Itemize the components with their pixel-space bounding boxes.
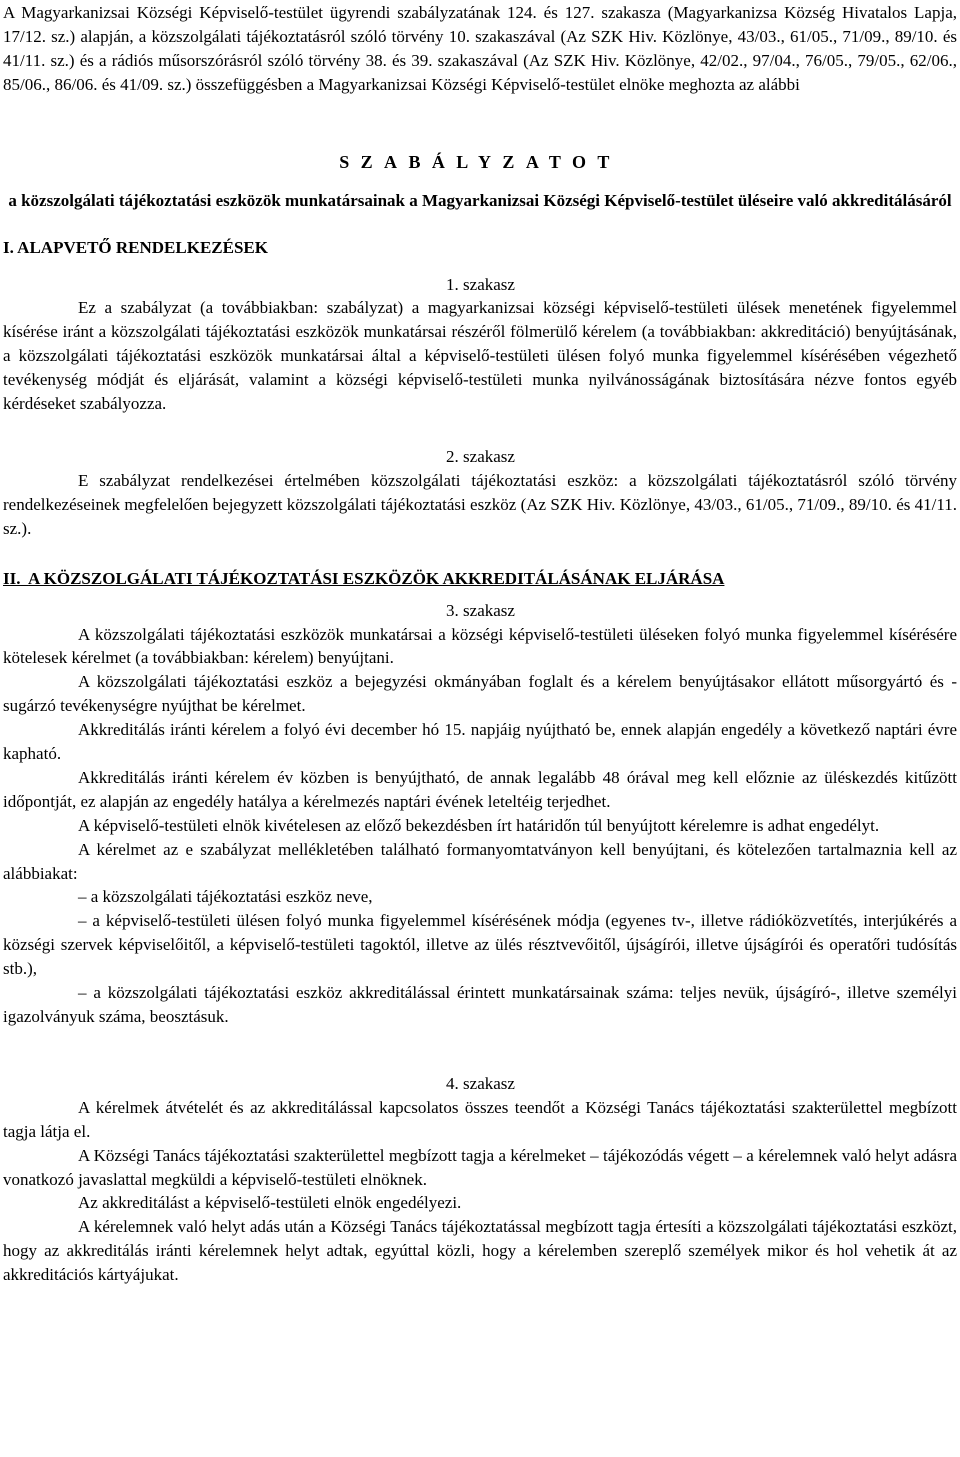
chapter-2-prefix: II. (3, 568, 21, 588)
section-3-list-item: – a közszolgálati tájékoztatási eszköz akkreditálással érintett munkatársainak száma: teljes nevük, újságíró-, illetve személyi igazolványuk száma, beosztásuk. (3, 983, 957, 1026)
section-2-text: E szabályzat rendelkezései értelmében közszolgálati tájékoztatási eszköz: a közszolgálati tájékoztatásról szóló törvény rendelkezéseinek megfelelően bejegyzett közszolgálati tájékoztatási eszköz (Az SZK Hiv. Közlönye, 43/03., 61/05., 71/09., 89/10. és 41/11. sz.). (3, 470, 957, 538)
section-3-number: 3. szakasz (446, 600, 515, 620)
section-3-list-item: – a közszolgálati tájékoztatási eszköz neve, (78, 887, 373, 907)
section-2-number: 2. szakasz (446, 446, 515, 466)
section-3-paragraph-2: A közszolgálati tájékoztatási eszköz a bejegyzési okmányában foglalt és a kérelem benyújtásakor ellátott műsorgyártó és -sugárzó tevékenységre nyújthat be kérelmet. (3, 672, 957, 716)
section-3-paragraph-1: A közszolgálati tájékoztatási eszközök munkatársai a községi képviselő-testületi üléseken folyó munka figyelemmel kísérésére kötelesek kérelmet (a továbbiakban: kérelem) benyújtani. (3, 624, 957, 668)
section-3-paragraph-4: Akkreditálás iránti kérelem év közben is benyújtható, de annak legalább 48 órával meg kell előznie az üléskezdés kitűzött időpontját, ez alapján az engedély hatálya a kérelmezés naptári évének leteltéig terjedhet. (3, 767, 957, 811)
section-1-text: Ez a szabályzat (a továbbiakban: szabályzat) a magyarkanizsai községi képviselő-testületi ülések menetének figyelemmel kísérése iránt a közszolgálati tájékoztatási eszközök munkatársai részéről fölmerülő kérelem (a továbbiakban: akkreditáció) benyújtásának, a közszolgálati tájékoztatási eszközök munkatársai által a képviselő-testületi ülésen folyó munka figyelemmel kísérésében végezhető tevékenység módját és eljárását, valamint a községi képviselő-testületi munka nyilvánosságának biztosítására nézve fontos egyéb kérdéseket szabályozza. (3, 298, 957, 414)
chapter-1-heading: I. ALAPVETŐ RENDELKEZÉSEK (3, 237, 268, 257)
section-3-list-item: – a képviselő-testületi ülésen folyó munka figyelemmel kísérésének módja (egyenes tv-, illetve rádióközvetítés, interjúkérés a községi szervek képviselőitől, a képviselő-testületi tagoktól, illetve az ülés résztvevőitől, újságírói, illetve újságírói és operatőri tudósítás stb.), (3, 911, 957, 979)
section-4-paragraph-2: A Községi Tanács tájékoztatási szakterülettel megbízott tagja a kérelmeket – tájékozódás végett – a kérelemnek való helyt adásra vonatkozó javaslattal megküldi a képviselő-testületi elnöknek. (3, 1145, 957, 1189)
section-4-number: 4. szakasz (446, 1073, 515, 1093)
section-4-paragraph-3: Az akkreditálást a képviselő-testületi elnök engedélyezi. (78, 1193, 462, 1213)
preamble: A Magyarkanizsai Községi Képviselő-testület ügyrendi szabályzatának 124. és 127. szakasza (Magyarkanizsa Község Hivatalos Lapja, 17/12. sz.) alapján, a közszolgálati tájékoztatásról szóló törvény 10. szakaszával (Az SZK Hiv. Közlönye, 43/03., 61/05., 71/09., 89/10. és 41/11. sz.) és a rádiós műsorszórásról szóló törvény 38. és 39. szakaszával (Az SZK Hiv. Közlönye, 42/02., 97/04., 76/05., 79/05., 62/06., 85/06., 86/06. és 41/09. sz.) összefüggésben a Magyarkanizsai Községi Képviselő-testület elnöke meghozta az alábbi (3, 3, 957, 94)
section-3-paragraph-5: A képviselő-testületi elnök kivételesen az előző bekezdésben írt határidőn túl benyújtott kérelemre is adhat engedélyt. (78, 815, 880, 835)
section-1-number: 1. szakasz (446, 274, 515, 294)
chapter-2-heading (3, 567, 957, 591)
document-subtitle: a közszolgálati tájékoztatási eszközök munkatársainak a Magyarkanizsai Községi Képviselő-testület üléseire való akkreditálásáról (8, 190, 952, 210)
document-title: SZABÁLYZATOT (339, 151, 621, 172)
chapter-2-title: A KÖZSZOLGÁLATI TÁJÉKOZTATÁSI ESZKÖZÖK AKKREDITÁLÁSÁNAK ELJÁRÁSA (28, 568, 725, 588)
section-4-paragraph-4: A kérelemnek való helyt adás után a Községi Tanács tájékoztatással megbízott tagja értesíti a közszolgálati tájékoztatási eszközt, hogy az akkreditálás iránti kérelemnek helyt adtak, egyúttal közli, hogy a kérelemben szereplő személyek mikor és hol vehetik át az akkreditációs kártyájukat. (3, 1217, 957, 1285)
section-3-paragraph-6: A kérelmet az e szabályzat mellékletében található formanyomtatványon kell benyújtani, és kötelezően tartalmaznia kell az alábbiakat: (3, 839, 957, 883)
section-3-paragraph-3: Akkreditálás iránti kérelem a folyó évi december hó 15. napjáig nyújtható be, ennek alapján engedély a következő naptári évre kapható. (3, 720, 957, 764)
document-page (0, 1, 960, 1287)
section-4-paragraph-1: A kérelmek átvételét és az akkreditálással kapcsolatos összes teendőt a Községi Tanács tájékoztatási szakterülettel megbízott tagja látja el. (3, 1097, 957, 1141)
